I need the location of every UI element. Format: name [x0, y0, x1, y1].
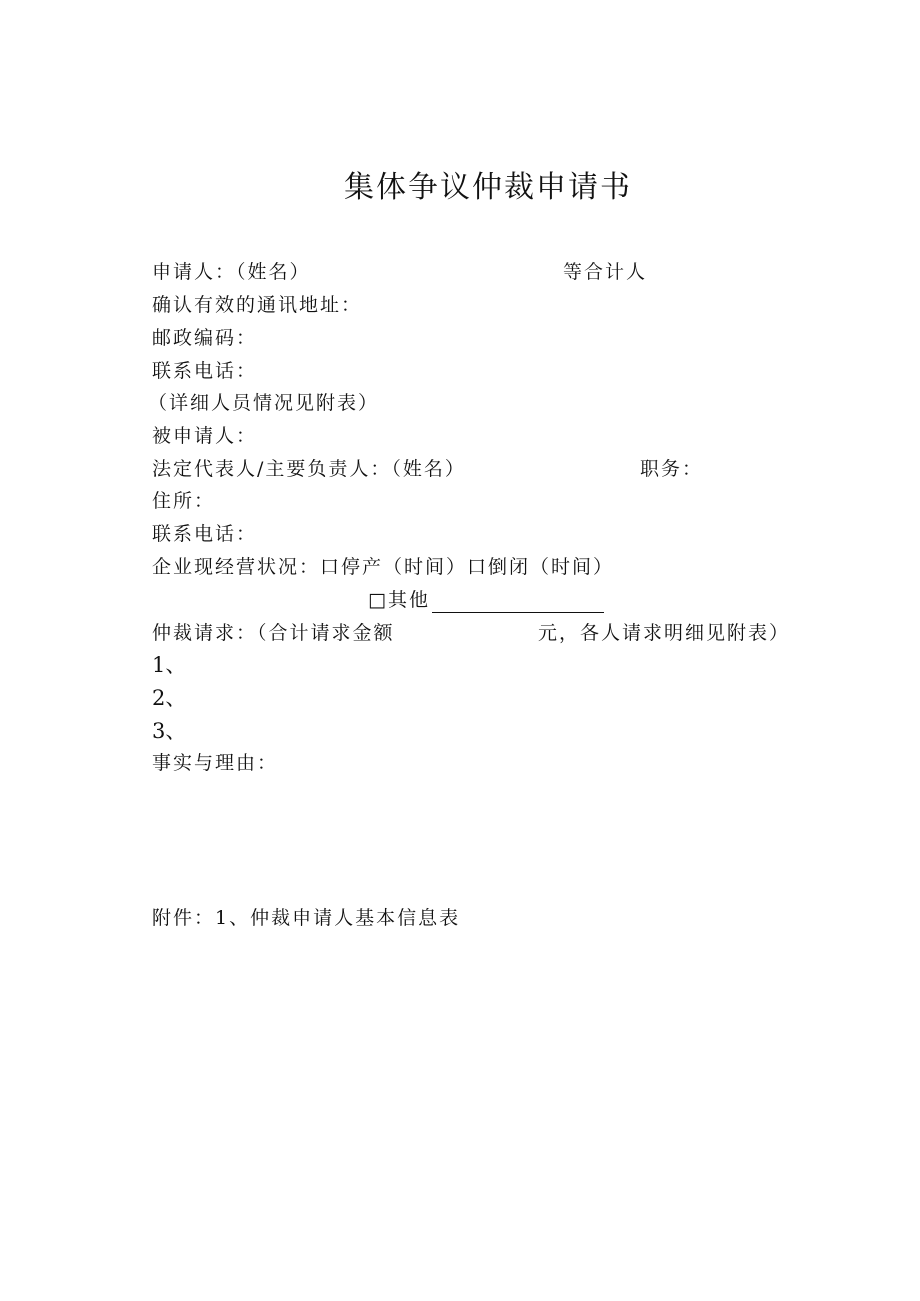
attachments-label: 附件：1、仲裁申请人基本信息表 [152, 907, 461, 929]
claim-item-1: 1、 [152, 653, 187, 677]
other-status [368, 587, 604, 613]
applicant-phone-label: 联系电话： [152, 360, 258, 382]
respondent-label: 被申请人： [152, 425, 258, 447]
claim-item-2: 2、 [152, 686, 187, 710]
applicant-count-suffix: 等合计人 [563, 261, 648, 283]
other-status-blank [432, 590, 604, 613]
personnel-note: （详细人员情况见附表） [148, 392, 380, 414]
postcode-label: 邮政编码： [152, 327, 258, 349]
claims-suffix: 元，各人请求明细见附表） [538, 622, 791, 644]
address-label: 确认有效的通讯地址： [152, 294, 363, 316]
business-status-label: 企业现经营状况：口停产（时间）口倒闭（时间） [152, 556, 615, 578]
applicant-label: 申请人：（姓名） [152, 261, 311, 283]
legal-rep-label: 法定代表人/主要负责人：（姓名） [152, 458, 466, 480]
facts-label: 事实与理由： [152, 752, 279, 774]
other-status-label: □其他 [368, 589, 430, 611]
domicile-label: 住所： [152, 490, 216, 512]
claims-label: 仲裁请求：（合计请求金额 [152, 622, 395, 644]
claim-item-3: 3、 [152, 719, 187, 743]
respondent-phone-label: 联系电话： [152, 523, 258, 545]
position-label: 职务： [640, 458, 704, 480]
document-title: 集体争议仲裁申请书 [344, 170, 632, 205]
